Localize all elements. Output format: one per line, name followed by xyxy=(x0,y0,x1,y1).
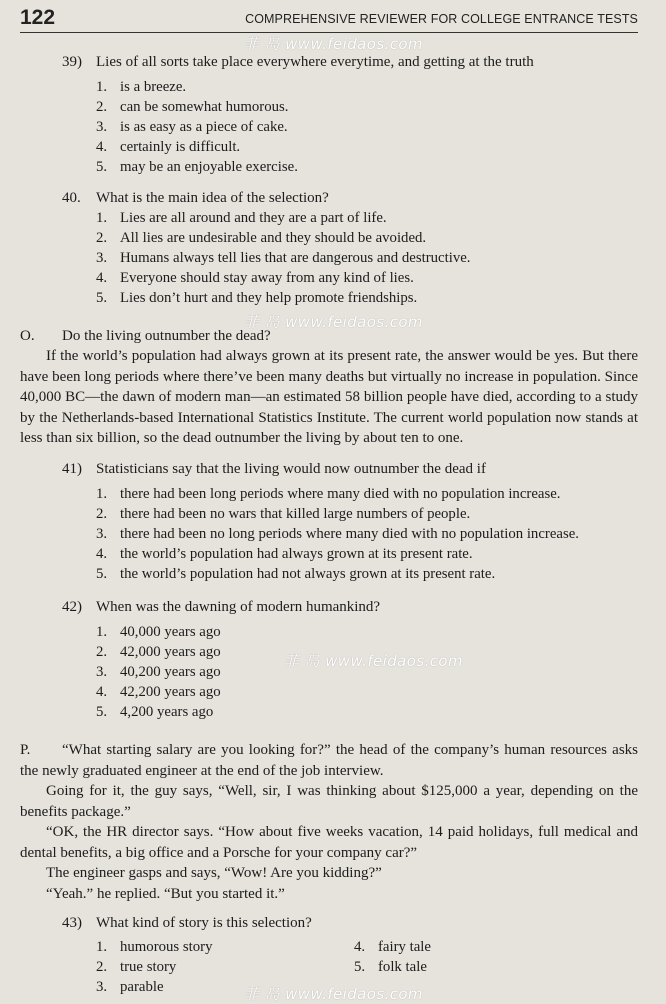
option: 4. 42,200 years ago xyxy=(96,684,221,700)
question-number: 43) xyxy=(62,915,82,931)
option: 2. there had been no wars that killed large numbers of people. xyxy=(96,506,471,522)
option: 5. Lies don’t hurt and they help promote friendships. xyxy=(96,290,418,306)
passage-paragraph: “OK, the HR director says. “How about five weeks vacation, 14 paid holidays, full medical and dental benefits, a big office and a Porsche for your company car?” xyxy=(20,824,638,861)
option: 3. Humans always tell lies that are dangerous and destructive. xyxy=(96,250,471,266)
passage-p xyxy=(20,740,638,904)
watermark: 菲 岛 www.feidaos.com xyxy=(284,652,463,670)
option: 5. the world’s population had not always grown at its present rate. xyxy=(96,566,496,582)
watermark: 菲 岛 www.feidaos.com xyxy=(244,35,423,53)
question-stem: Statisticians say that the living would now outnumber the dead if xyxy=(96,461,486,477)
option: 2. 42,000 years ago xyxy=(96,644,221,660)
option: 5. 4,200 years ago xyxy=(96,704,214,720)
running-title: COMPREHENSIVE REVIEWER FOR COLLEGE ENTRANCE TESTS xyxy=(245,12,638,26)
option: 3. there had been no long periods where many died with no population increase. xyxy=(96,526,579,542)
option: 4. certainly is difficult. xyxy=(96,139,241,155)
passage-paragraph: “Yeah.” he replied. “But you started it.” xyxy=(46,885,285,902)
option: 3. 40,200 years ago xyxy=(96,664,221,680)
page-header xyxy=(20,8,638,33)
option: 4. the world’s population had always grown at its present rate. xyxy=(96,546,473,562)
option: 1. there had been long periods where many died with no population increase. xyxy=(96,486,561,502)
question-41 xyxy=(62,461,486,478)
question-42 xyxy=(62,599,380,616)
passage-paragraph: The engineer gasps and says, “Wow! Are you kidding?” xyxy=(46,865,382,881)
passage-o xyxy=(20,346,638,449)
option: 1. Lies are all around and they are a part of life. xyxy=(96,210,387,226)
page-number: 122 xyxy=(20,6,56,29)
question-stem: Lies of all sorts take place everywhere everytime, and getting at the truth xyxy=(96,54,534,70)
question-number: 42) xyxy=(62,599,82,615)
question-number: 40. xyxy=(62,190,81,206)
passage-paragraph: P. “What starting salary are you looking for?” the head of the company’s human resources asks the newly graduated engineer at the end of the job interview. xyxy=(20,742,638,779)
option: 2. can be somewhat humorous. xyxy=(96,99,289,115)
option: 4. Everyone should stay away from any kind of lies. xyxy=(96,270,414,286)
watermark: 菲 岛 www.feidaos.com xyxy=(244,313,423,331)
option: 4. fairy tale xyxy=(354,939,431,955)
section-heading-o xyxy=(20,328,271,345)
passage-text: If the world’s population had always grown at its present rate, the answer would be yes. But there have been long periods where there’ve been many deaths but virtually no increase in population. Since 40,000 BC—the dawn of modern man—an estimated 58 billion people have died, according to a study by the Netherlands-based International Statistics Institute. The current world population now stands at less than six billion, so the dead outnumber the living by about ten to one. xyxy=(20,348,638,446)
question-39 xyxy=(62,54,534,71)
question-stem: What is the main idea of the selection? xyxy=(96,190,329,206)
option: 1. 40,000 years ago xyxy=(96,624,221,640)
section-label: P. xyxy=(20,742,31,758)
option: 5. folk tale xyxy=(354,959,427,975)
option: 1. humorous story xyxy=(96,939,213,955)
option: 3. is as easy as a piece of cake. xyxy=(96,119,288,135)
watermark: 菲 岛 www.feidaos.com xyxy=(244,985,423,1003)
option: 2. true story xyxy=(96,959,177,975)
section-title: Do the living outnumber the dead? xyxy=(62,328,271,344)
question-43 xyxy=(62,915,312,932)
passage-paragraph: Going for it, the guy says, “Well, sir, I was thinking about $125,000 a year, depending on the benefits package.” xyxy=(20,783,638,820)
option: 5. may be an enjoyable exercise. xyxy=(96,159,298,175)
option: 2. All lies are undesirable and they should be avoided. xyxy=(96,230,427,246)
section-label: O. xyxy=(20,328,35,344)
question-number: 39) xyxy=(62,54,82,70)
option: 3. parable xyxy=(96,979,164,995)
question-stem: When was the dawning of modern humankind? xyxy=(96,599,381,615)
question-40 xyxy=(62,190,329,207)
option: 1. is a breeze. xyxy=(96,79,187,95)
question-stem: What kind of story is this selection? xyxy=(96,915,312,931)
question-number: 41) xyxy=(62,461,82,477)
